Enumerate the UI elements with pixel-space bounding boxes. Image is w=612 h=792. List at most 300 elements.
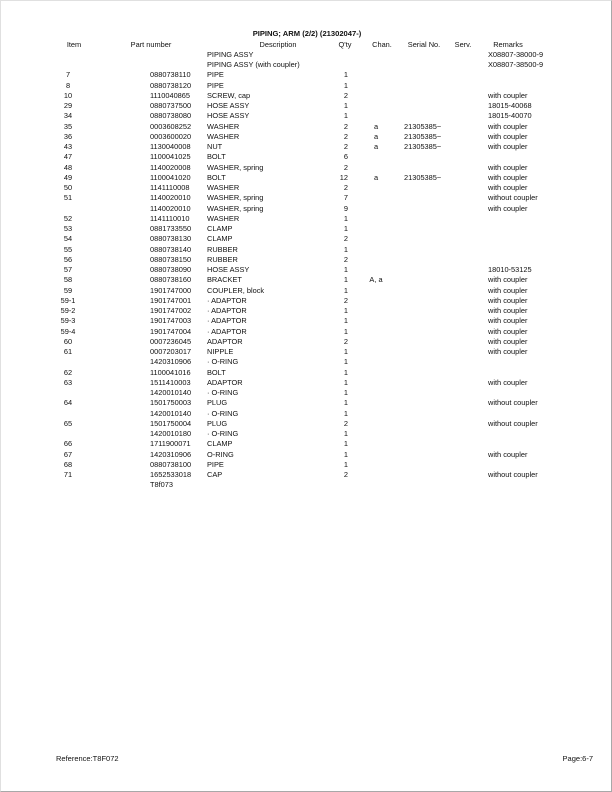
column-header-part-number: Part number (130, 39, 172, 49)
chan-cell (356, 368, 396, 378)
column-header-item: Item (66, 39, 82, 49)
table-row (1, 480, 612, 490)
part-number-cell: 0881733550 (150, 224, 192, 234)
serv-cell (451, 81, 475, 91)
description-cell: ADAPTOR (207, 377, 243, 387)
remarks-cell: with coupler (488, 285, 528, 295)
table-row (1, 111, 612, 121)
chan-cell (356, 234, 396, 244)
serv-cell (451, 388, 475, 398)
table-row (1, 316, 612, 326)
description-cell: NUT (207, 142, 223, 152)
part-number-cell: 1140020010 (150, 203, 191, 213)
remarks-cell: with coupler (488, 121, 528, 131)
description-cell: · O-RING (207, 388, 239, 398)
description-cell: RUBBER (207, 244, 238, 254)
remarks-cell: with coupler (488, 142, 528, 152)
part-number-cell: 0880738080 (150, 111, 192, 121)
table-row (1, 296, 612, 306)
serv-cell (451, 183, 475, 193)
qty-cell: 2 (343, 131, 348, 141)
remarks-cell: with coupler (488, 377, 528, 387)
serv-cell (451, 439, 475, 449)
qty-cell: 1 (343, 265, 348, 275)
description-cell: PIPE (207, 80, 224, 90)
chan-cell (356, 327, 396, 337)
serv-cell (451, 316, 475, 326)
part-number-cell: T8f073 (150, 480, 174, 490)
remarks-cell: with coupler (488, 162, 528, 172)
description-cell: COUPLER, block (207, 285, 265, 295)
qty-cell: 2 (343, 470, 348, 480)
item-cell: 56 (63, 254, 73, 264)
description-cell: WASHER, spring (207, 203, 264, 213)
serial-no-cell: 21305385~ (404, 172, 442, 182)
part-number-cell: 1100041016 (150, 367, 191, 377)
table-row (1, 204, 612, 214)
item-cell: 34 (63, 111, 73, 121)
qty-cell: 1 (343, 306, 348, 316)
item-cell: 65 (63, 418, 73, 428)
qty-cell: 1 (343, 357, 348, 367)
serv-cell (451, 327, 475, 337)
part-number-cell: 0880738160 (150, 275, 192, 285)
serv-cell (451, 357, 475, 367)
part-number-cell: 0880738120 (150, 80, 192, 90)
item-cell: 66 (63, 439, 73, 449)
remarks-cell: 18015-40068 (488, 101, 532, 111)
item-cell: 8 (65, 80, 71, 90)
chan-cell (356, 152, 396, 162)
serv-cell (451, 470, 475, 480)
serv-cell (451, 337, 475, 347)
item-cell: 49 (63, 172, 73, 182)
description-cell: CAP (207, 470, 223, 480)
part-number-cell: 1901747001 (150, 295, 192, 305)
table-row (1, 81, 612, 91)
description-cell: BOLT (207, 152, 226, 162)
chan-cell (356, 60, 396, 70)
chan-cell (356, 306, 396, 316)
qty-cell: 1 (343, 429, 348, 439)
remarks-cell: with coupler (488, 336, 528, 346)
item-cell: 67 (63, 449, 73, 459)
qty-cell: 1 (343, 80, 348, 90)
part-number-cell: 1511410003 (150, 377, 191, 387)
table-row (1, 214, 612, 224)
item-cell (41, 357, 95, 367)
qty-cell: 2 (343, 295, 348, 305)
chan-cell (356, 183, 396, 193)
item-cell: 64 (63, 398, 73, 408)
part-number-cell: 1652533018 (150, 470, 192, 480)
description-cell: PIPING ASSY (207, 49, 254, 59)
table-row (1, 337, 612, 347)
table-row (1, 91, 612, 101)
part-number-cell: 1420010180 (150, 429, 192, 439)
qty-cell: 1 (343, 224, 348, 234)
remarks-cell: with coupler (488, 90, 528, 100)
serv-cell (451, 152, 475, 162)
qty-cell: 1 (343, 111, 348, 121)
chan-cell (356, 265, 396, 275)
description-cell: · O-RING (207, 429, 239, 439)
chan-cell: a (373, 131, 379, 141)
table-row (1, 388, 612, 398)
description-cell: CLAMP (207, 234, 233, 244)
serv-cell (451, 245, 475, 255)
chan-cell: a (373, 142, 379, 152)
qty-cell: 2 (343, 90, 348, 100)
part-number-cell: 1100041025 (150, 152, 191, 162)
serv-cell (451, 111, 475, 121)
qty-cell: 2 (343, 418, 348, 428)
qty-cell: 2 (343, 142, 348, 152)
part-number-cell: 0880738100 (150, 459, 192, 469)
item-cell: 71 (63, 470, 73, 480)
part-number-cell: 0880737500 (150, 101, 192, 111)
description-cell: · O-RING (207, 408, 239, 418)
table-row (1, 347, 612, 357)
qty-cell: 1 (343, 388, 348, 398)
description-cell: WASHER (207, 213, 240, 223)
remarks-cell: without coupler (488, 193, 538, 203)
table-row (1, 152, 612, 162)
qty-cell: 1 (343, 316, 348, 326)
description-cell: WASHER, spring (207, 193, 264, 203)
serv-cell (451, 286, 475, 296)
part-number-cell: 0003608252 (150, 121, 192, 131)
part-number-cell: 0880738110 (150, 70, 191, 80)
serv-cell (451, 50, 475, 60)
part-number-cell: 1420010140 (150, 408, 192, 418)
chan-cell (356, 296, 396, 306)
item-cell (41, 409, 95, 419)
chan-cell (356, 316, 396, 326)
remarks-cell: with coupler (488, 295, 528, 305)
chan-cell (356, 224, 396, 234)
item-cell (41, 388, 95, 398)
remarks-cell: without coupler (488, 470, 538, 480)
item-cell: 54 (63, 234, 73, 244)
qty-cell: 2 (343, 254, 348, 264)
table-row (1, 368, 612, 378)
description-cell: · ADAPTOR (207, 326, 247, 336)
part-number-cell: 0880738150 (150, 254, 192, 264)
table-row (1, 450, 612, 460)
qty-cell: 6 (343, 152, 348, 162)
description-cell: WASHER (207, 131, 240, 141)
qty-cell: 1 (343, 275, 348, 285)
column-header-qty: Q'ty (338, 39, 352, 49)
item-cell: 59-4 (60, 326, 76, 336)
part-number-cell: 1100041020 (150, 172, 191, 182)
remarks-cell: 18015-40070 (488, 111, 532, 121)
chan-cell (356, 398, 396, 408)
serv-cell (451, 142, 475, 152)
part-number-cell: 1420010140 (150, 388, 192, 398)
part-number-cell: 0007236045 (150, 336, 192, 346)
item-cell: 59 (63, 285, 73, 295)
column-header-description: Description (259, 39, 297, 49)
item-cell: 48 (63, 162, 73, 172)
serv-cell (451, 234, 475, 244)
chan-cell (356, 347, 396, 357)
description-cell: HOSE ASSY (207, 111, 250, 121)
description-cell: RUBBER (207, 254, 238, 264)
table-row (1, 245, 612, 255)
table-row (1, 398, 612, 408)
serv-cell (451, 306, 475, 316)
chan-cell (356, 480, 396, 490)
part-number-cell: 0880738130 (150, 234, 192, 244)
qty-cell: 2 (343, 183, 348, 193)
serv-cell (451, 460, 475, 470)
item-cell: 58 (63, 275, 73, 285)
item-cell: 57 (63, 265, 73, 275)
serv-cell (451, 419, 475, 429)
table-row (1, 409, 612, 419)
qty-cell: 1 (343, 244, 348, 254)
serv-cell (451, 398, 475, 408)
item-cell: 50 (63, 183, 73, 193)
serv-cell (451, 70, 475, 80)
chan-cell (356, 193, 396, 203)
remarks-cell: with coupler (488, 183, 528, 193)
item-cell: 36 (63, 131, 73, 141)
description-cell: O-RING (207, 449, 234, 459)
chan-cell (356, 214, 396, 224)
serial-no-cell: 21305385~ (404, 131, 442, 141)
chan-cell (356, 91, 396, 101)
description-cell: PIPE (207, 70, 224, 80)
description-cell: HOSE ASSY (207, 101, 250, 111)
qty-cell (301, 480, 348, 490)
table-row (1, 265, 612, 275)
item-cell: 59-2 (60, 306, 76, 316)
column-header-serial-no: Serial No. (407, 39, 441, 49)
part-number-cell: 1901747003 (150, 316, 192, 326)
qty-cell: 1 (343, 439, 348, 449)
item-cell: 62 (63, 367, 73, 377)
table-row (1, 357, 612, 367)
description-cell: WASHER, spring (207, 162, 264, 172)
chan-cell (356, 409, 396, 419)
chan-cell (356, 450, 396, 460)
part-number-cell: 0003600020 (150, 131, 192, 141)
remarks-cell: with coupler (488, 172, 528, 182)
part-number-cell: 1901747002 (150, 306, 192, 316)
serv-cell (451, 122, 475, 132)
item-cell: 35 (63, 121, 73, 131)
qty-cell: 1 (343, 347, 348, 357)
part-number-cell: 1901747000 (150, 285, 192, 295)
description-cell: PLUG (207, 398, 228, 408)
item-cell: 53 (63, 224, 73, 234)
item-cell: 63 (63, 377, 73, 387)
serv-cell (451, 275, 475, 285)
table-row (1, 132, 612, 142)
chan-cell (356, 204, 396, 214)
footer-reference: Reference:T8F072 (56, 753, 119, 763)
qty-cell: 2 (343, 234, 348, 244)
description-cell: WASHER (207, 121, 240, 131)
qty-cell: 9 (343, 203, 348, 213)
remarks-cell: with coupler (488, 275, 528, 285)
description-cell: BOLT (207, 172, 226, 182)
part-number-cell: 0007203017 (150, 347, 192, 357)
table-row (1, 439, 612, 449)
description-cell: HOSE ASSY (207, 265, 250, 275)
item-cell: 10 (63, 90, 73, 100)
item-cell (41, 60, 95, 70)
qty-cell: 1 (343, 70, 348, 80)
description-cell: ADAPTOR (207, 336, 243, 346)
item-cell: 59-3 (60, 316, 76, 326)
item-cell (41, 480, 95, 490)
part-number-cell: 0880738090 (150, 265, 192, 275)
part-number-cell: 1141110008 (150, 183, 190, 193)
qty-cell (301, 60, 348, 70)
table-header-row (1, 40, 612, 50)
item-cell (41, 50, 95, 60)
chan-cell (356, 419, 396, 429)
table-row (1, 50, 612, 60)
table-row (1, 327, 612, 337)
qty-cell: 2 (343, 121, 348, 131)
chan-cell (356, 163, 396, 173)
qty-cell: 1 (343, 285, 348, 295)
serv-cell (451, 60, 475, 70)
item-cell: 55 (63, 244, 73, 254)
description-cell: WASHER (207, 183, 240, 193)
chan-cell (356, 429, 396, 439)
serv-cell (451, 480, 475, 490)
remarks-cell: with coupler (488, 326, 528, 336)
chan-cell (356, 460, 396, 470)
remarks-cell: X08807-38000-9 (488, 49, 544, 59)
serv-cell (451, 347, 475, 357)
chan-cell (356, 337, 396, 347)
description-cell: · ADAPTOR (207, 295, 247, 305)
chan-cell (356, 378, 396, 388)
chan-cell (356, 70, 396, 80)
item-cell: 52 (63, 213, 73, 223)
table-row (1, 70, 612, 80)
item-cell: 51 (63, 193, 73, 203)
description-cell: BOLT (207, 367, 226, 377)
serv-cell (451, 91, 475, 101)
qty-cell: 1 (343, 459, 348, 469)
qty-cell: 12 (339, 172, 348, 182)
remarks-cell: with coupler (488, 131, 528, 141)
description-cell: PLUG (207, 418, 228, 428)
remarks-cell: 18010-53125 (488, 265, 532, 275)
serv-cell (451, 101, 475, 111)
chan-cell: a (373, 121, 379, 131)
item-cell: 68 (63, 459, 73, 469)
serv-cell (451, 429, 475, 439)
description-cell: CLAMP (207, 224, 233, 234)
table-row (1, 460, 612, 470)
serv-cell (451, 378, 475, 388)
chan-cell (356, 245, 396, 255)
remarks-cell: with coupler (488, 449, 528, 459)
item-cell (41, 429, 95, 439)
item-cell: 61 (63, 347, 73, 357)
serv-cell (451, 265, 475, 275)
chan-cell (356, 388, 396, 398)
qty-cell: 7 (343, 193, 348, 203)
part-number-cell: 1130040008 (150, 142, 191, 152)
table-row (1, 470, 612, 480)
serv-cell (451, 255, 475, 265)
qty-cell: 1 (343, 326, 348, 336)
remarks-cell: without coupler (488, 398, 538, 408)
table-row (1, 275, 612, 285)
remarks-cell: with coupler (488, 306, 528, 316)
remarks-cell: with coupler (488, 316, 528, 326)
item-cell: 60 (63, 336, 73, 346)
description-cell: · ADAPTOR (207, 316, 247, 326)
table-row (1, 286, 612, 296)
column-header-serv: Serv. (454, 39, 472, 49)
part-number-cell: 1711900071 (150, 439, 191, 449)
part-number-cell: 1501750004 (150, 418, 192, 428)
chan-cell (356, 470, 396, 480)
serv-cell (451, 204, 475, 214)
chan-cell (356, 286, 396, 296)
table-row (1, 224, 612, 234)
serial-no-cell: 21305385~ (404, 142, 442, 152)
qty-cell: 1 (343, 377, 348, 387)
serv-cell (451, 132, 475, 142)
qty-cell: 2 (343, 162, 348, 172)
item-cell: 29 (63, 101, 73, 111)
qty-cell (301, 50, 348, 60)
table-row (1, 306, 612, 316)
table-row (1, 183, 612, 193)
footer-page-number: Page:6-7 (562, 753, 593, 763)
table-row (1, 419, 612, 429)
qty-cell: 1 (343, 398, 348, 408)
table-row (1, 60, 612, 70)
serv-cell (451, 296, 475, 306)
table-row (1, 163, 612, 173)
serial-no-cell: 21305385~ (404, 121, 442, 131)
remarks-cell: with coupler (488, 203, 528, 213)
chan-cell (356, 81, 396, 91)
description-cell: · ADAPTOR (207, 306, 247, 316)
part-number-cell: 1901747004 (150, 326, 192, 336)
remarks-cell: with coupler (488, 347, 528, 357)
qty-cell: 1 (343, 213, 348, 223)
column-header-chan: Chan. (372, 39, 392, 49)
column-header-remarks: Remarks (493, 39, 523, 49)
chan-cell (356, 357, 396, 367)
table-row (1, 122, 612, 132)
part-number-cell: 1420310906 (150, 357, 192, 367)
part-number-cell: 1420310906 (150, 449, 192, 459)
chan-cell (356, 439, 396, 449)
table-row (1, 101, 612, 111)
qty-cell: 1 (343, 101, 348, 111)
description-cell: NIPPLE (207, 347, 234, 357)
remarks-cell: X08807-38500-9 (488, 60, 544, 70)
part-number-cell: 1501750003 (150, 398, 192, 408)
remarks-cell: without coupler (488, 418, 538, 428)
qty-cell: 1 (343, 367, 348, 377)
